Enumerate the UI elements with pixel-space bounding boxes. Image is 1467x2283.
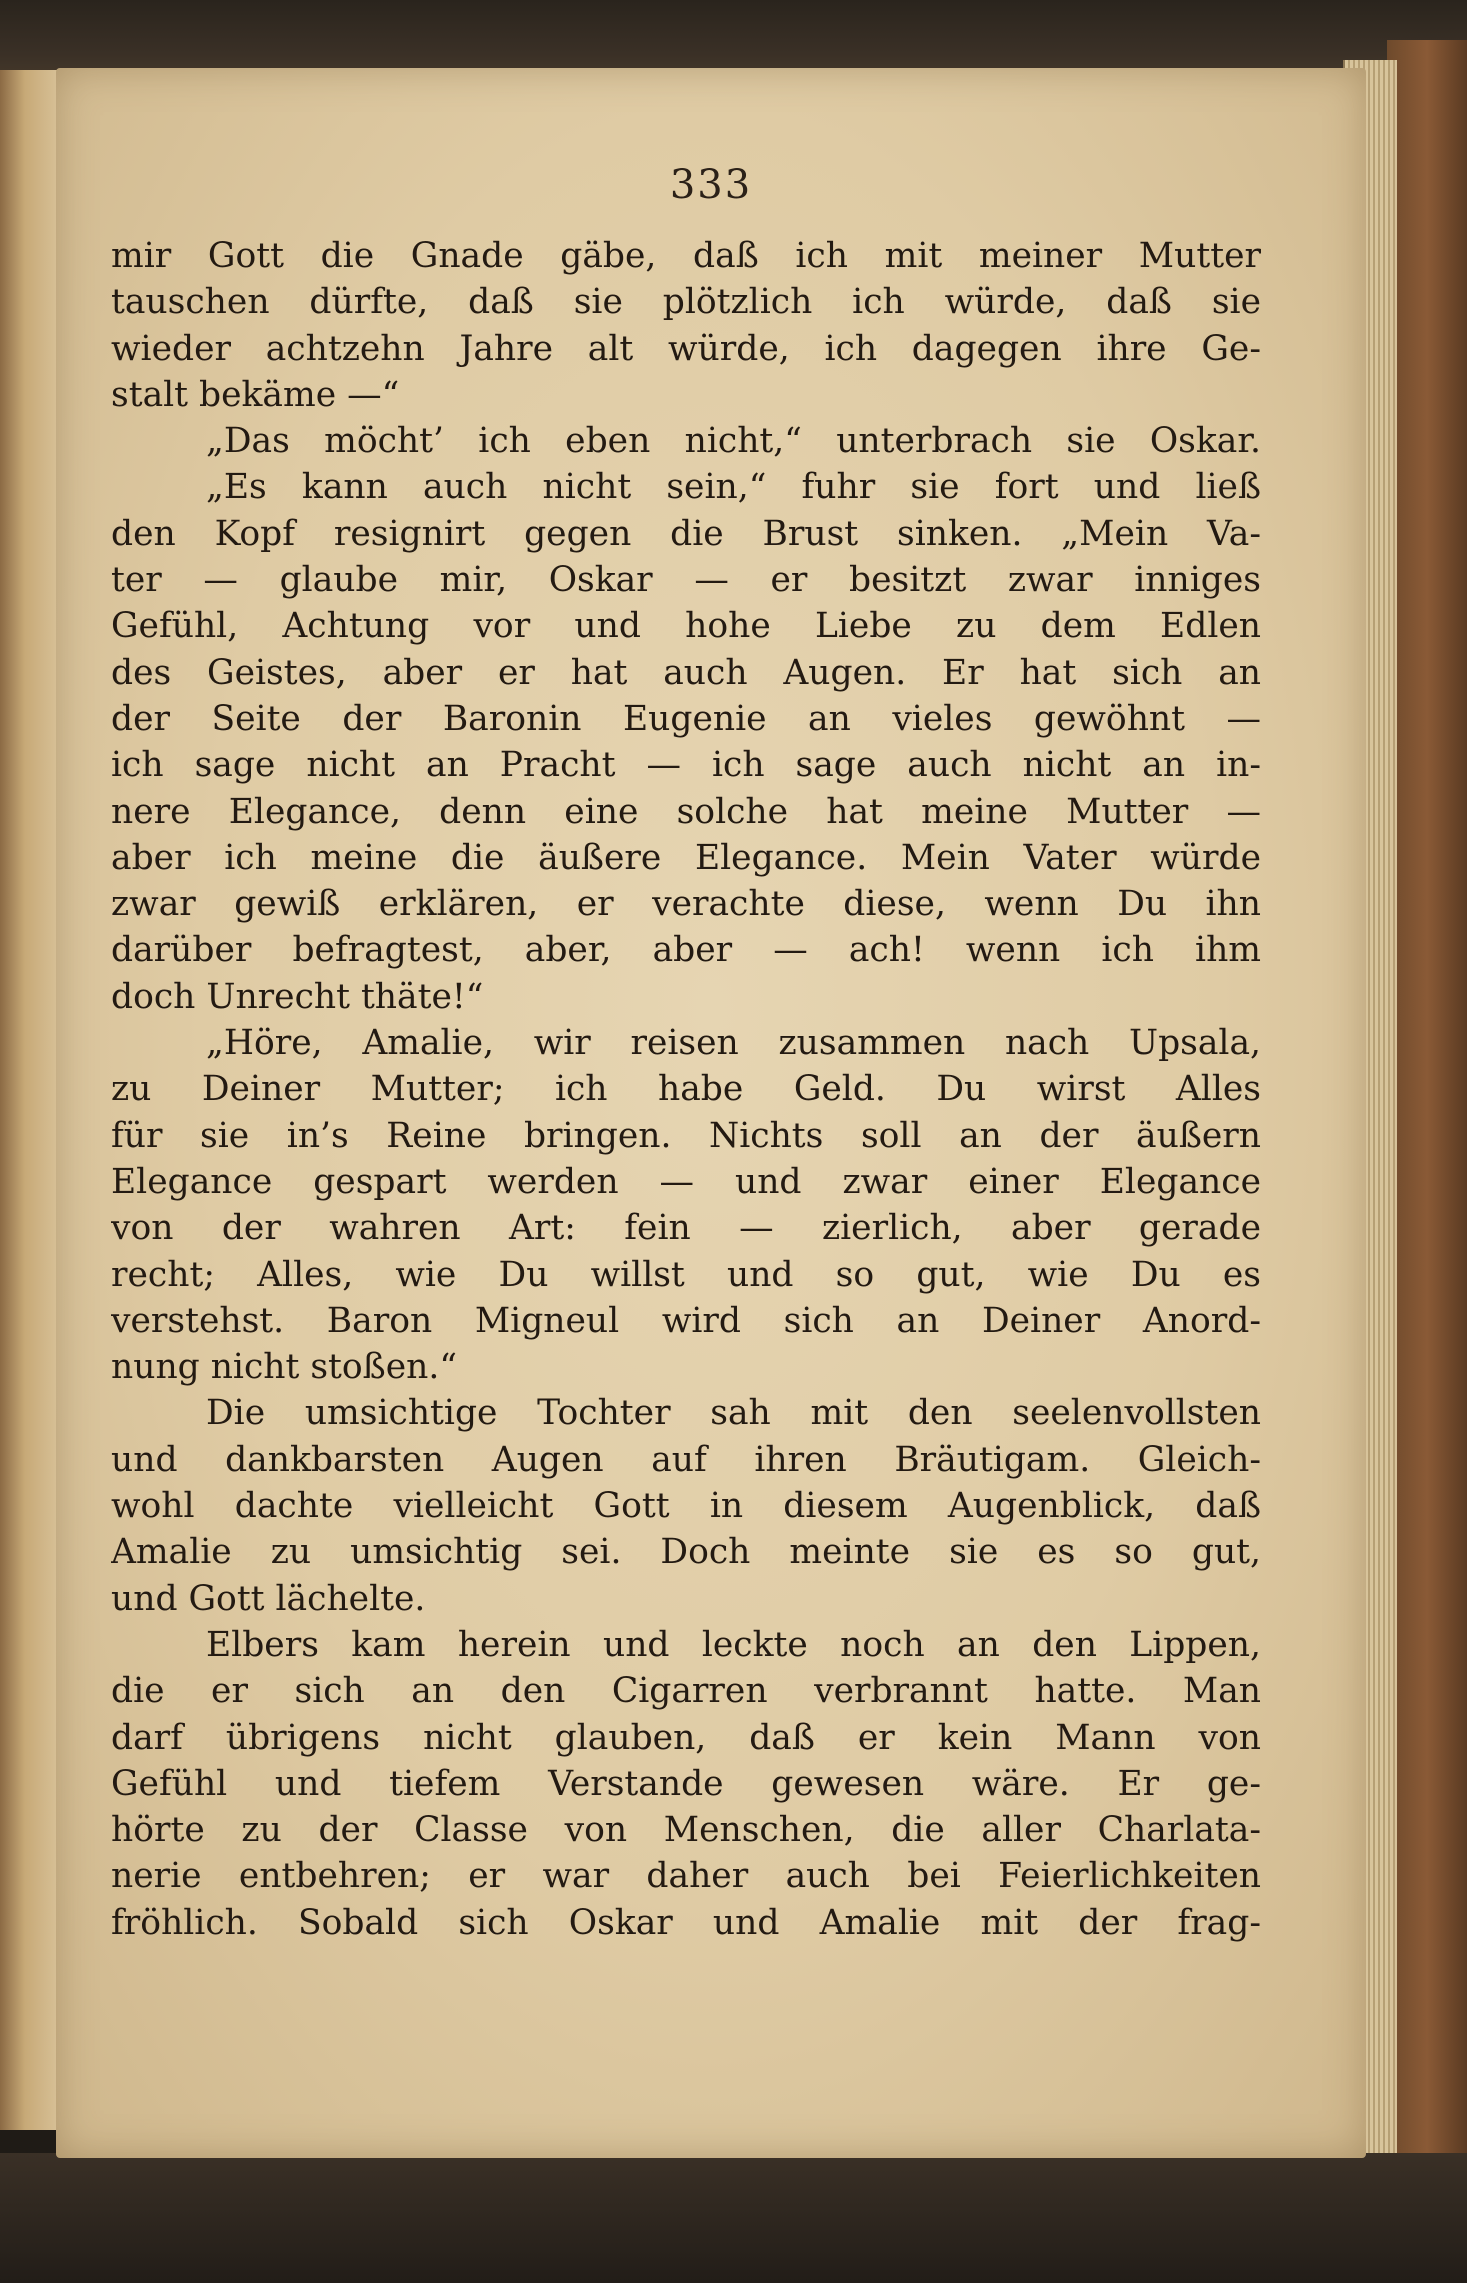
text-line: für sie in’s Reine bringen. Nichts soll an der äußern [111, 1115, 1261, 1156]
text-line: darüber befragtest, aber, aber — ach! wenn ich ihm [111, 930, 1261, 971]
text-line: und dankbarsten Augen auf ihren Bräutigam. Gleich- [111, 1439, 1261, 1480]
text-line: Elbers kam herein und leckte noch an den Lippen, [206, 1624, 1261, 1665]
text-line: hörte zu der Classe von Menschen, die aller Charlata- [111, 1810, 1261, 1851]
text-line: darf übrigens nicht glauben, daß er kein Mann von [111, 1717, 1261, 1758]
text-line: den Kopf resignirt gegen die Brust sinken. „Mein Va- [111, 513, 1261, 554]
text-line: der Seite der Baronin Eugenie an vieles gewöhnt — [111, 698, 1261, 739]
text-line: verstehst. Baron Migneul wird sich an Deiner Anord- [111, 1300, 1261, 1341]
text-line: „Es kann auch nicht sein,“ fuhr sie fort und ließ [206, 467, 1261, 508]
text-line: stalt bekäme —“ [111, 374, 400, 415]
text-line: aber ich meine die äußere Elegance. Mein Vater würde [111, 837, 1261, 878]
text-line: mir Gott die Gnade gäbe, daß ich mit meiner Mutter [111, 236, 1261, 276]
page-number: 333 [669, 162, 753, 208]
text-line: die er sich an den Cigarren verbrannt hatte. Man [111, 1671, 1261, 1712]
text-line: fröhlich. Sobald sich Oskar und Amalie mit der frag- [111, 1902, 1261, 1943]
text-line: Elegance gespart werden — und zwar einer Elegance [111, 1161, 1261, 1202]
text-line: Die umsichtige Tochter sah mit den seelenvollsten [206, 1393, 1261, 1434]
text-line: ter — glaube mir, Oskar — er besitzt zwar inniges [111, 560, 1261, 601]
text-line: Gefühl und tiefem Verstande gewesen wäre. Er ge- [111, 1763, 1261, 1804]
text-line: Amalie zu umsichtig sei. Doch meinte sie es so gut, [111, 1532, 1261, 1573]
text-line: tauschen dürfte, daß sie plötzlich ich würde, daß sie [111, 282, 1261, 323]
text-line: zwar gewiß erklären, er verachte diese, wenn Du ihn [111, 884, 1261, 925]
text-line: recht; Alles, wie Du willst und so gut, wie Du es [111, 1254, 1261, 1295]
page-text-block [111, 233, 1261, 1946]
text-line: nere Elegance, denn eine solche hat meine Mutter — [111, 791, 1261, 832]
text-line: nerie entbehren; er war daher auch bei Feierlichkeiten [111, 1856, 1261, 1897]
text-line: wieder achtzehn Jahre alt würde, ich dagegen ihre Ge- [111, 328, 1261, 369]
text-line: „Das möcht’ ich eben nicht,“ unterbrach sie Oskar. [206, 421, 1261, 462]
text-line: ich sage nicht an Pracht — ich sage auch nicht an in- [111, 745, 1261, 786]
text-line: nung nicht stoßen.“ [111, 1347, 457, 1388]
text-line: zu Deiner Mutter; ich habe Geld. Du wirst Alles [111, 1069, 1261, 1110]
text-line: doch Unrecht thäte!“ [111, 976, 484, 1017]
book-cover-bottom [0, 2153, 1467, 2283]
book-board-right [1387, 40, 1467, 2160]
text-line: wohl dachte vielleicht Gott in diesem Augenblick, daß [111, 1486, 1261, 1527]
text-line: „Höre, Amalie, wir reisen zusammen nach Upsala, [206, 1023, 1261, 1064]
text-line: Gefühl, Achtung vor und hohe Liebe zu dem Edlen [111, 606, 1261, 647]
text-line: des Geistes, aber er hat auch Augen. Er hat sich an [111, 652, 1261, 693]
book-page [56, 68, 1366, 2158]
text-line: von der wahren Art: fein — zierlich, aber gerade [111, 1208, 1261, 1249]
text-line: und Gott lächelte. [111, 1578, 426, 1619]
